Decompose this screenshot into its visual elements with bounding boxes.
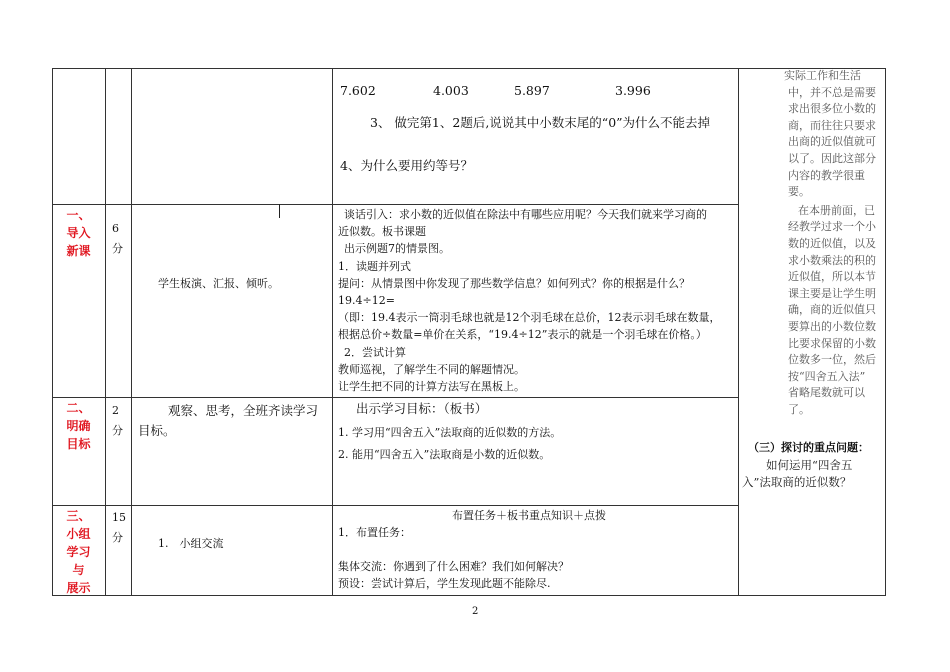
section-3-title: 三、 小组 学习 与 展示 — [66, 509, 91, 595]
question-4: 4、为什么要用约等号？ — [340, 158, 473, 173]
section-2-student-activity: 观察、思考，全班齐读学习 目标。 — [138, 403, 319, 438]
side-notes-paragraph-1: 实际工作和生活 — [784, 69, 861, 82]
row-divider-3 — [52, 505, 738, 506]
section-2-goal-1: 1. 学习用“四舍五入”法取商的近似数的方法。 — [338, 426, 562, 439]
section-3-student-activity: 1. 小组交流 — [158, 537, 224, 550]
section-3-time: 15 分 — [112, 511, 126, 544]
section-3-teacher-heading: 布置任务＋板书重点知识＋点拨 — [452, 509, 606, 522]
table-bottom-border — [52, 595, 886, 596]
section-1-student-activity: 学生板演、汇报、倾听。 — [158, 277, 279, 290]
page-number: 2 — [472, 606, 479, 617]
col-divider-3 — [332, 68, 333, 596]
table-right-border — [885, 68, 886, 596]
section-2-time: 2 分 — [112, 404, 123, 437]
section-3-teacher-content: 1．布置任务： 集体交流：你遇到了什么困难？我们如何解决？ 预设：尝试计算后，学生发现此题不能除尽. — [338, 526, 569, 590]
side-notes-paragraph-2: 在本册前面，已 经教学过求一个小 数的近似值，以及 求小数乘法的积的 近似值，所以本节 课主要是让学生明 确，商的近似值只 要算出的小数位数 比要求保留的小数 位数多一位，然后 按“四舍五入法” 省略尾数就可以 了。 — [788, 203, 876, 416]
row-divider-1 — [52, 204, 738, 205]
section-2-title: 二、 明确 目标 — [66, 401, 91, 451]
col-divider-1 — [105, 68, 106, 596]
number-1: 7.602 — [340, 83, 376, 98]
col-divider-2 — [131, 68, 132, 596]
section-2-teacher-heading: 出示学习目标：（板书） — [356, 401, 488, 416]
side-notes-question: 如何运用“四舍五 入”法取商的近似数？ — [742, 458, 853, 489]
section-1-title: 一、 导入 新课 — [66, 208, 91, 258]
col-divider-4 — [738, 68, 739, 596]
side-notes: 实际工作和生活 中，并不总是需要 求出很多位小数的 商，而往往只要求 出商的近似值就可 以了。因此这部分 内容的教学很重 要。 在本册前面，已 经教学过求一个小 数的近似值，以及 求小数乘法的积的 近似值，所以本节 课主要是让学生明 确，商的近似值只 要算出的小数位数 比要求保留的小数 位数多一位，然后 按“四舍五入法” 省略尾数就可以 了。 — [742, 68, 884, 418]
section-2-goal-2: 2. 能用“四舍五入”法取商是小数的近似数。 — [338, 448, 551, 461]
number-3: 5.897 — [514, 83, 550, 98]
section-1-teacher-content: 谈话引入：求小数的近似值在除法中有哪些应用呢？今天我们就来学习商的 近似数。板书课题 出示例题7的情景图。 1．读题并列式 提问：从情景图中你发现了那些数学信息？如何列式？你的根据是什么？ 19.4÷12= （即：19.4表示一筒羽毛球也就是12个羽毛球在总价，12表示羽毛球在数量， 根据总价÷数量=单价在关系，“19.4÷12”表示的就是一个羽毛球在价格。） 2．尝试计算 教师巡视，了解学生不同的解题情况。 让学生把不同的计算方法写在黑板上。 — [338, 208, 721, 394]
text-cursor-mark — [279, 204, 280, 218]
question-3: 3、 做完第1、2题后,说说其中小数末尾的“0”为什么不能去掉 — [370, 115, 711, 130]
number-4: 3.996 — [615, 83, 651, 98]
number-2: 4.003 — [433, 83, 469, 98]
side-notes-heading: （三）探讨的重点问题： — [748, 441, 869, 454]
row-divider-2 — [52, 397, 738, 398]
section-1-time: 6 分 — [112, 222, 123, 255]
